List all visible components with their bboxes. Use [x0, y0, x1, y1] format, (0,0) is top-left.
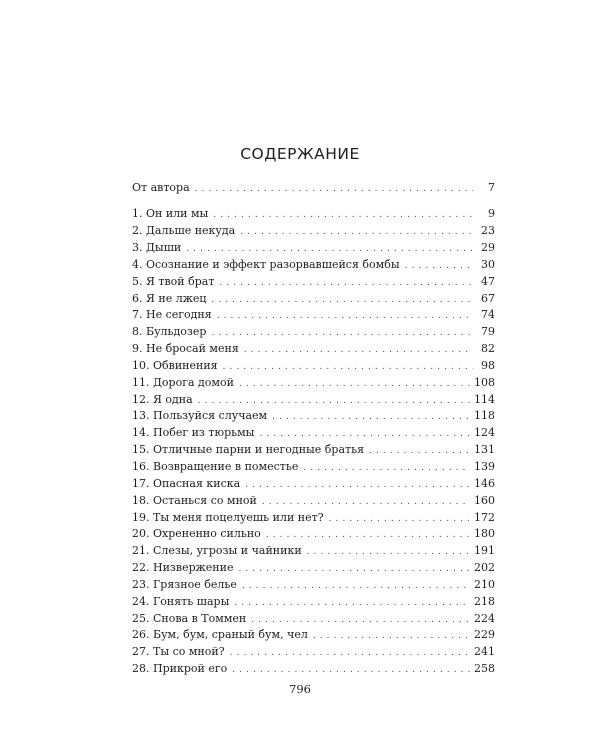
page-title: СОДЕРЖАНИЕ — [240, 145, 360, 163]
toc-entry-chapter[interactable] — [132, 223, 495, 240]
toc-entry-page: 224 — [474, 611, 495, 625]
toc-entry-title: 24. Гонять шары — [132, 594, 230, 608]
toc-entry-title: 28. Прикрой его — [132, 662, 228, 676]
toc-entry-title: 10. Обвинения — [132, 358, 218, 372]
dot-leader — [244, 342, 473, 359]
toc-entry-page: 67 — [481, 291, 495, 305]
toc-entry-page: 131 — [474, 443, 495, 457]
toc-entry-title: 26. Бум, бум, сраный бум, чел — [132, 628, 308, 642]
toc-entry-chapter[interactable] — [132, 577, 495, 594]
dot-leader — [313, 628, 470, 645]
toc-entry-page: 74 — [481, 308, 495, 322]
toc-entry-title: 16. Возвращение в поместье — [132, 460, 299, 473]
dot-leader — [213, 207, 473, 224]
toc-entry-title: 5. Я твой брат — [132, 274, 215, 288]
toc-entry-page: 180 — [474, 527, 495, 541]
dot-leader — [195, 181, 473, 198]
toc-entry-chapter[interactable] — [132, 459, 495, 476]
toc-entry-chapter[interactable] — [132, 442, 495, 459]
dot-leader — [369, 443, 470, 460]
toc-entry-page: 9 — [488, 207, 495, 221]
toc-entry-chapter[interactable] — [132, 627, 495, 644]
toc-entry-page: 218 — [474, 594, 495, 608]
dot-leader — [259, 426, 470, 443]
toc-entry-title: 7. Не сегодня — [132, 308, 212, 322]
toc-entry-title: 9. Не бросай меня — [132, 342, 239, 356]
toc-entry-page: 160 — [474, 493, 495, 507]
toc-entry-title: 8. Бульдозер — [132, 325, 207, 339]
dot-leader — [266, 527, 470, 544]
dot-leader — [262, 494, 470, 511]
toc-entry-page: 172 — [474, 510, 495, 524]
dot-leader — [307, 544, 470, 561]
toc-entry-page: 191 — [474, 544, 495, 558]
dot-leader — [217, 308, 473, 325]
toc-entry-chapter[interactable] — [132, 476, 495, 493]
toc-entry-page: 29 — [481, 241, 495, 255]
toc-entry-title: 21. Слезы, угрозы и чайники — [132, 544, 302, 558]
toc-entry-page: 30 — [481, 257, 495, 271]
toc-entry-title: 13. Пользуйся случаем — [132, 409, 268, 423]
toc-entry-chapter[interactable] — [132, 425, 495, 442]
toc-entry-page: 7 — [488, 181, 495, 194]
dot-leader — [223, 359, 473, 376]
dot-leader — [232, 662, 470, 679]
dot-leader — [239, 376, 470, 393]
dot-leader — [303, 460, 470, 477]
toc-entry-page: 98 — [481, 358, 495, 372]
toc-entry-title: 22. Низвержение — [132, 561, 234, 575]
toc-entry-page: 124 — [474, 426, 495, 440]
page-number: 796 — [289, 682, 311, 696]
toc-entry-title: 12. Я одна — [132, 392, 193, 406]
toc-entry-title: 14. Побег из тюрьмы — [132, 426, 255, 440]
toc-entry-page: 118 — [474, 409, 495, 423]
toc-entry-page: 139 — [474, 460, 495, 473]
dot-leader — [238, 561, 470, 578]
dot-leader — [272, 409, 470, 426]
toc-entry-title: От автора — [132, 181, 190, 194]
toc-entry-page: 202 — [474, 561, 495, 575]
toc-entry-preface[interactable] — [132, 180, 495, 197]
dot-leader — [230, 645, 470, 662]
dot-leader — [329, 511, 470, 528]
toc-entry-page: 258 — [474, 662, 495, 676]
toc-entry-chapter[interactable] — [132, 611, 495, 628]
toc-entry-page: 146 — [474, 476, 495, 490]
table-of-contents — [132, 180, 495, 678]
dot-leader — [211, 325, 473, 342]
toc-entry-page: 229 — [474, 628, 495, 642]
toc-entry-chapter[interactable] — [132, 324, 495, 341]
dot-leader — [242, 578, 470, 595]
toc-entry-page: 210 — [474, 577, 495, 591]
toc-entry-page: 114 — [474, 392, 495, 406]
toc-entry-chapter[interactable] — [132, 375, 495, 392]
toc-entry-page: 47 — [481, 274, 495, 288]
toc-entry-chapter[interactable] — [132, 240, 495, 257]
toc-entry-chapter[interactable] — [132, 661, 495, 678]
toc-entry-title: 1. Он или мы — [132, 207, 209, 221]
dot-leader — [198, 393, 470, 410]
dot-leader — [186, 241, 473, 258]
toc-entry-page: 241 — [474, 645, 495, 659]
toc-entry-title: 6. Я не лжец — [132, 291, 207, 305]
toc-entry-chapter[interactable] — [132, 291, 495, 308]
toc-entry-title: 25. Снова в Томмен — [132, 611, 247, 625]
dot-leader — [245, 477, 470, 494]
toc-entry-chapter[interactable] — [132, 560, 495, 577]
dot-leader — [405, 258, 473, 275]
toc-entry-title: 2. Дальше некуда — [132, 224, 236, 238]
toc-entry-chapter[interactable] — [132, 341, 495, 358]
toc-entry-chapter[interactable] — [132, 543, 495, 560]
dot-leader — [251, 612, 470, 629]
toc-entry-page: 108 — [474, 375, 495, 389]
toc-entry-title: 17. Опасная киска — [132, 476, 241, 490]
toc-entry-title: 11. Дорога домой — [132, 375, 234, 389]
toc-entry-chapter[interactable] — [132, 510, 495, 527]
toc-entry-chapter[interactable] — [132, 206, 495, 223]
toc-entry-title: 18. Останься со мной — [132, 493, 257, 507]
toc-entry-title: 27. Ты со мной? — [132, 645, 225, 659]
toc-entry-chapter[interactable] — [132, 644, 495, 661]
toc-entry-title: 3. Дыши — [132, 241, 182, 255]
toc-entry-page: 23 — [481, 224, 495, 238]
toc-entry-page: 79 — [481, 325, 495, 339]
toc-entry-title: 19. Ты меня поцелуешь или нет? — [132, 510, 324, 524]
toc-entry-chapter[interactable] — [132, 408, 495, 425]
toc-entry-chapter[interactable] — [132, 257, 495, 274]
toc-entry-title: 23. Грязное белье — [132, 577, 237, 591]
toc-entry-chapter[interactable] — [132, 493, 495, 510]
toc-entry-page: 82 — [481, 342, 495, 356]
toc-entry-title: 4. Осознание и эффект разорвавшейся бомбы — [132, 257, 400, 271]
toc-entry-chapter[interactable] — [132, 392, 495, 409]
dot-leader — [211, 292, 473, 309]
dot-leader — [240, 224, 473, 241]
toc-entry-chapter[interactable] — [132, 358, 495, 375]
toc-entry-title: 20. Охрененно сильно — [132, 527, 261, 541]
toc-entry-title: 15. Отличные парни и негодные братья — [132, 443, 365, 457]
dot-leader — [234, 595, 470, 612]
dot-leader — [219, 275, 473, 292]
toc-entry-chapter[interactable] — [132, 594, 495, 611]
toc-entry-chapter[interactable] — [132, 274, 495, 291]
toc-entry-chapter[interactable] — [132, 307, 495, 324]
toc-entry-chapter[interactable] — [132, 526, 495, 543]
